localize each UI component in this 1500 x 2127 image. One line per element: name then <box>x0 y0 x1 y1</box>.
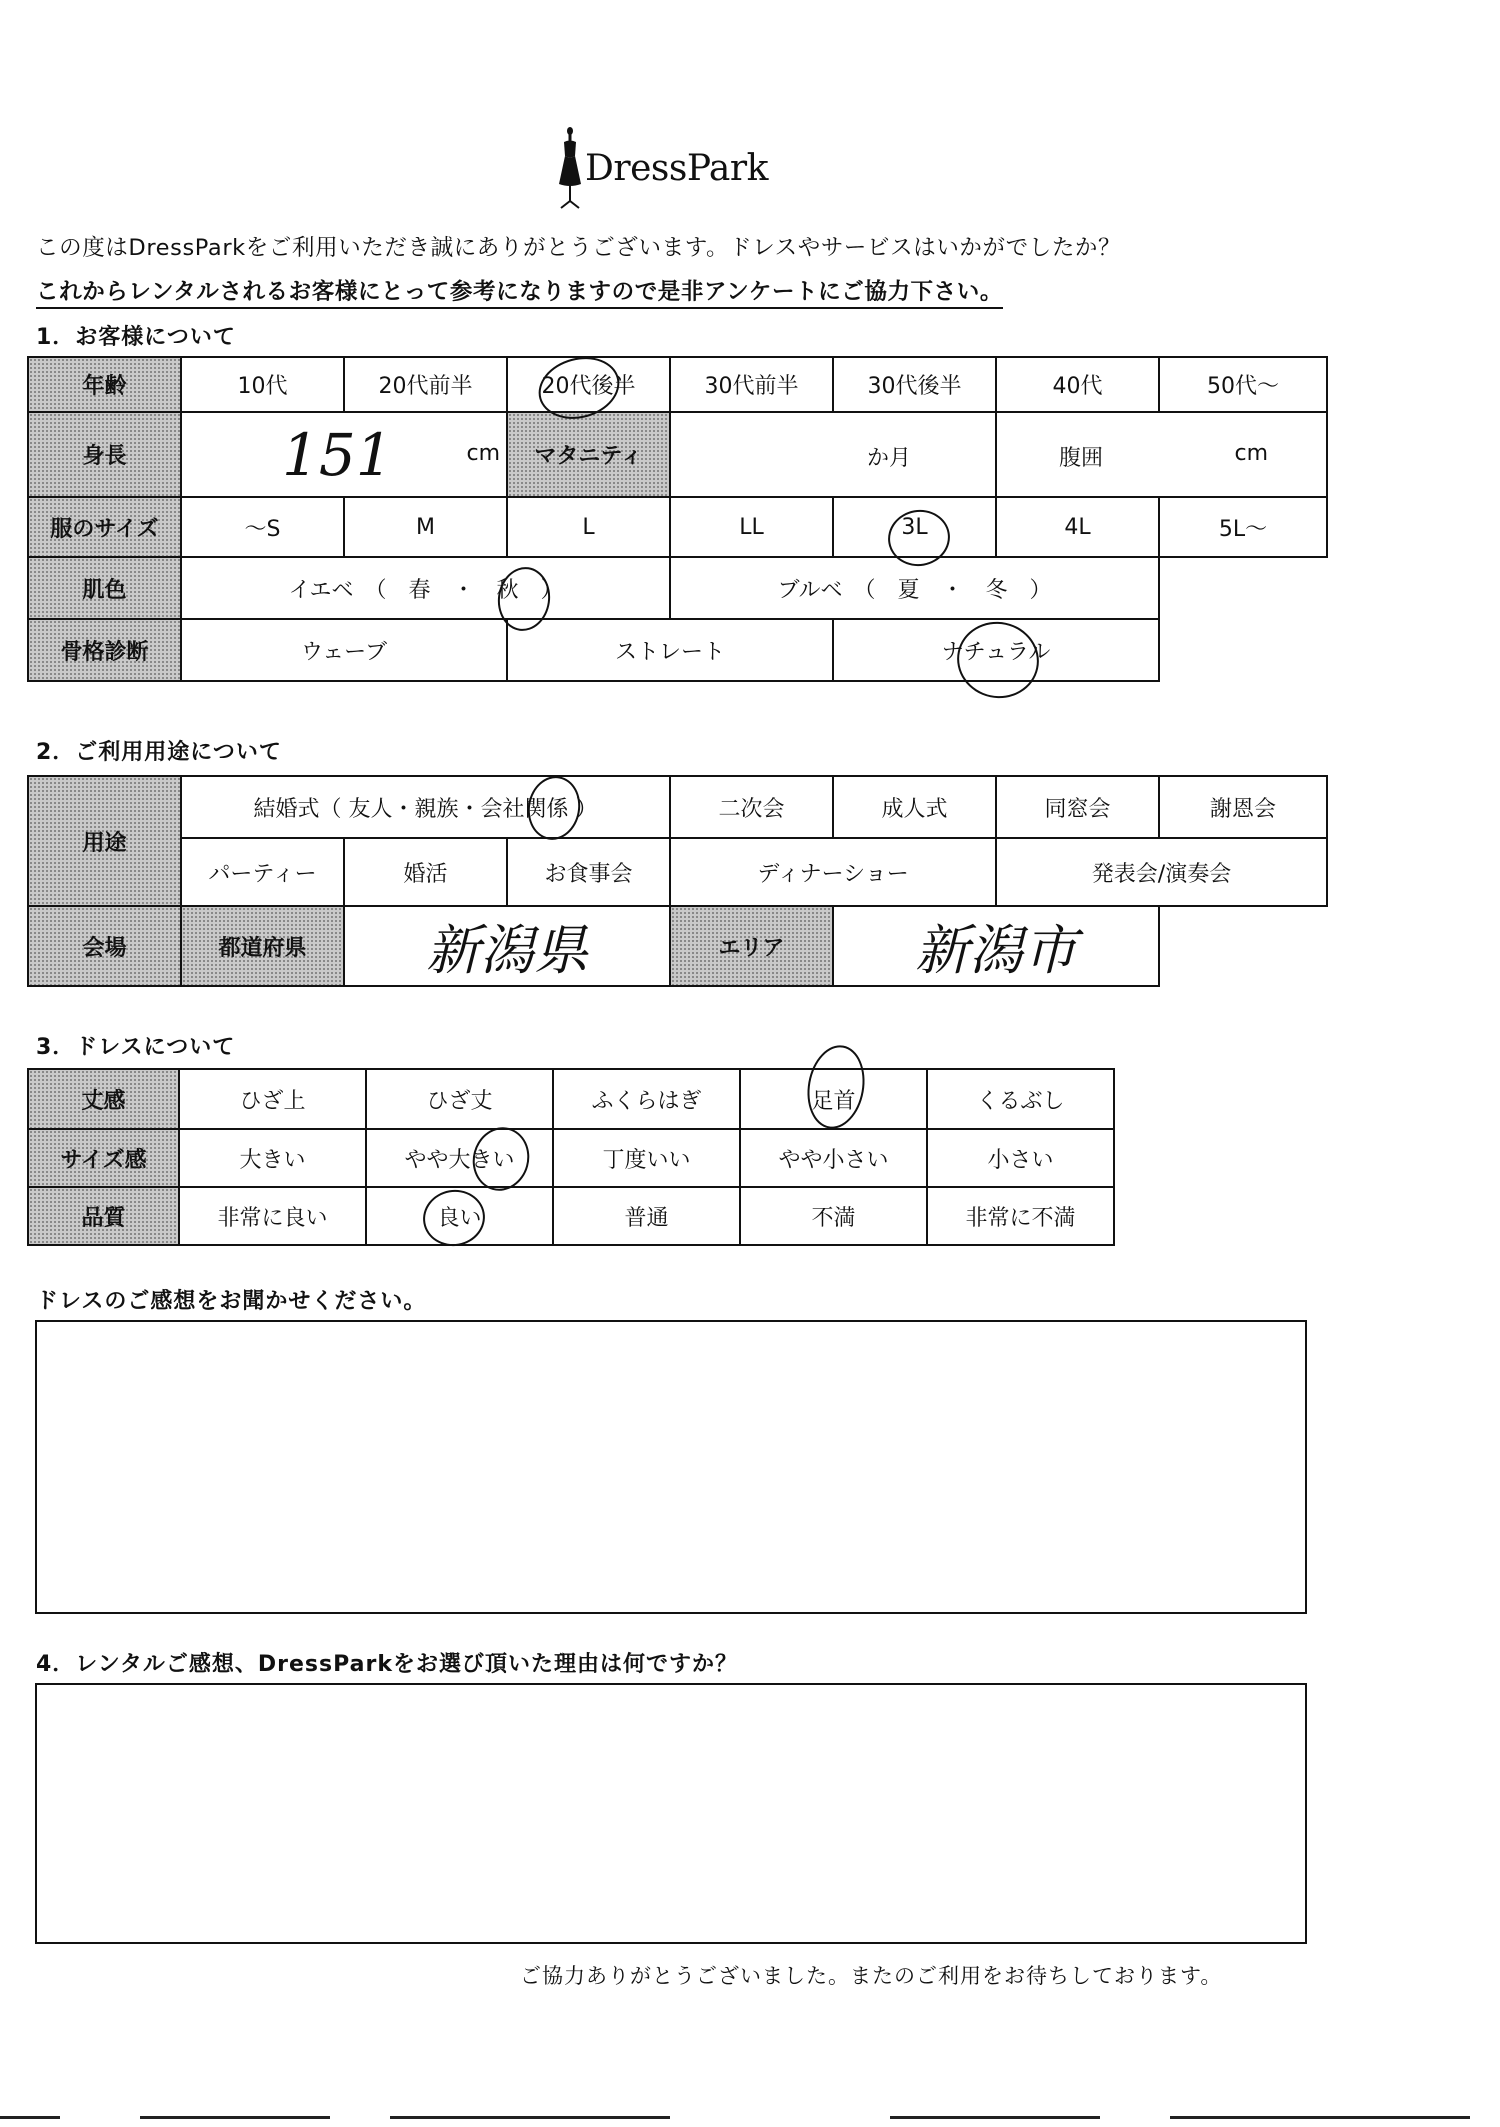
scan-edge-mark <box>0 2116 60 2119</box>
age-option[interactable]: 30代後半 <box>833 357 996 412</box>
purpose-option[interactable]: 二次会 <box>670 776 833 838</box>
maternity-months-field[interactable] <box>670 412 996 497</box>
length-option-selected[interactable]: 足首 <box>740 1069 927 1129</box>
quality-option-selected[interactable]: 良い <box>366 1187 553 1245</box>
area-label: エリア <box>670 906 833 986</box>
skeleton-row <box>28 619 1327 681</box>
prefecture-field[interactable]: 新潟県 <box>344 906 670 986</box>
fit-option[interactable]: 大きい <box>179 1129 366 1187</box>
dress-row-fit <box>28 1129 1114 1187</box>
section2-title: 2．ご利用用途について <box>36 740 282 765</box>
age-option[interactable]: 50代～ <box>1159 357 1327 412</box>
rental-comment-box[interactable] <box>35 1683 1307 1944</box>
size-option[interactable]: ～S <box>181 497 344 557</box>
length-option[interactable]: ひざ上 <box>179 1069 366 1129</box>
skeleton-option[interactable]: ウェーブ <box>181 619 507 681</box>
age-option[interactable]: 20代前半 <box>344 357 507 412</box>
waist-label: 腹囲 <box>1059 446 1104 471</box>
venue-label: 会場 <box>28 906 181 986</box>
footer-thanks: ご協力ありがとうございました。またのご利用をお待ちしております。 <box>520 1964 1223 1988</box>
skin-label: 肌色 <box>28 557 181 619</box>
age-row <box>28 357 1327 412</box>
size-row <box>28 497 1327 557</box>
dress-row-quality <box>28 1187 1114 1245</box>
section4-title: 4．レンタルご感想、DressParkをお選び頂いた理由は何ですか？ <box>36 1652 738 1677</box>
dress-row-label: 品質 <box>28 1187 179 1245</box>
customer-info-table <box>27 356 1328 682</box>
fit-option-selected[interactable]: やや大きい <box>366 1129 553 1187</box>
scan-edge-mark <box>890 2116 1100 2119</box>
size-option[interactable]: M <box>344 497 507 557</box>
age-option[interactable]: 40代 <box>996 357 1159 412</box>
area-field[interactable]: 新潟市 <box>833 906 1159 986</box>
skeleton-label: 骨格診断 <box>28 619 181 681</box>
fit-option[interactable]: 丁度いい <box>553 1129 740 1187</box>
size-option[interactable]: 5L～ <box>1159 497 1327 557</box>
size-option-selected[interactable]: 3L <box>833 497 996 557</box>
height-row <box>28 412 1327 497</box>
height-label: 身長 <box>28 412 181 497</box>
length-option[interactable]: くるぶし <box>927 1069 1114 1129</box>
usage-table <box>27 775 1328 987</box>
dresspark-logo <box>555 122 785 212</box>
age-option[interactable]: 10代 <box>181 357 344 412</box>
age-option-selected[interactable]: 20代後半 <box>507 357 670 412</box>
size-option[interactable]: 4L <box>996 497 1159 557</box>
purpose-option[interactable]: パーティー <box>181 838 344 906</box>
length-option[interactable]: ふくらはぎ <box>553 1069 740 1129</box>
scan-edge-mark <box>390 2116 670 2119</box>
quality-option[interactable]: 非常に良い <box>179 1187 366 1245</box>
waist-unit: cm <box>1234 441 1268 466</box>
fit-option[interactable]: 小さい <box>927 1129 1114 1187</box>
quality-option[interactable]: 不満 <box>740 1187 927 1245</box>
age-label: 年齢 <box>28 357 181 412</box>
purpose-option[interactable]: 成人式 <box>833 776 996 838</box>
size-option[interactable]: L <box>507 497 670 557</box>
dress-row-length <box>28 1069 1114 1129</box>
skeleton-option-selected[interactable]: ナチュラル <box>833 619 1159 681</box>
quality-option[interactable]: 普通 <box>553 1187 740 1245</box>
section1-title: 1．お客様について <box>36 325 236 350</box>
purpose-row-2 <box>28 838 1327 906</box>
size-label: 服のサイズ <box>28 497 181 557</box>
quality-option[interactable]: 非常に不満 <box>927 1187 1114 1245</box>
waist-field[interactable] <box>996 412 1327 497</box>
dress-row-label: 丈感 <box>28 1069 179 1129</box>
height-value: 151 <box>282 421 393 489</box>
intro-text: この度はDressParkをご利用いただき誠にありがとうございます。ドレスやサービスはいかがでしたか？ <box>36 235 1122 261</box>
purpose-option[interactable]: お食事会 <box>507 838 670 906</box>
height-field[interactable] <box>181 412 507 497</box>
purpose-option[interactable]: 婚活 <box>344 838 507 906</box>
months-unit: か月 <box>866 446 911 471</box>
purpose-label: 用途 <box>28 776 181 906</box>
purpose-option[interactable]: 同窓会 <box>996 776 1159 838</box>
dress-form-icon <box>555 122 585 212</box>
dress-comment-prompt: ドレスのご感想をお聞かせください。 <box>36 1289 427 1314</box>
purpose-row-1 <box>28 776 1327 838</box>
skin-blue-option[interactable]: ブルベ （ 夏 ・ 冬 ） <box>670 557 1159 619</box>
height-unit: cm <box>466 441 500 466</box>
age-option[interactable]: 30代前半 <box>670 357 833 412</box>
size-option[interactable]: LL <box>670 497 833 557</box>
scan-edge-mark <box>1170 2116 1470 2119</box>
purpose-option[interactable]: 発表会/演奏会 <box>996 838 1327 906</box>
dress-comment-box[interactable] <box>35 1320 1307 1614</box>
intro-request: これからレンタルされるお客様にとって参考になりますので是非アンケートにご協力下さい。 <box>36 274 1003 309</box>
purpose-option[interactable]: 謝恩会 <box>1159 776 1327 838</box>
prefecture-label: 都道府県 <box>181 906 344 986</box>
section3-title: 3．ドレスについて <box>36 1035 236 1060</box>
fit-option[interactable]: やや小さい <box>740 1129 927 1187</box>
dress-table <box>27 1068 1115 1246</box>
dress-row-label: サイズ感 <box>28 1129 179 1187</box>
skin-row <box>28 557 1327 619</box>
scan-edge-mark <box>140 2116 330 2119</box>
brand-name: DressPark <box>585 148 768 189</box>
maternity-label: マタニティ <box>507 412 670 497</box>
purpose-option[interactable]: ディナーショー <box>670 838 996 906</box>
purpose-wedding-option[interactable]: 結婚式（ 友人・親族・会社関係 ） <box>181 776 670 838</box>
skin-yellow-option[interactable]: イエベ （ 春 ・ 秋 ） <box>181 557 670 619</box>
length-option[interactable]: ひざ丈 <box>366 1069 553 1129</box>
venue-row <box>28 906 1327 986</box>
skeleton-option[interactable]: ストレート <box>507 619 833 681</box>
